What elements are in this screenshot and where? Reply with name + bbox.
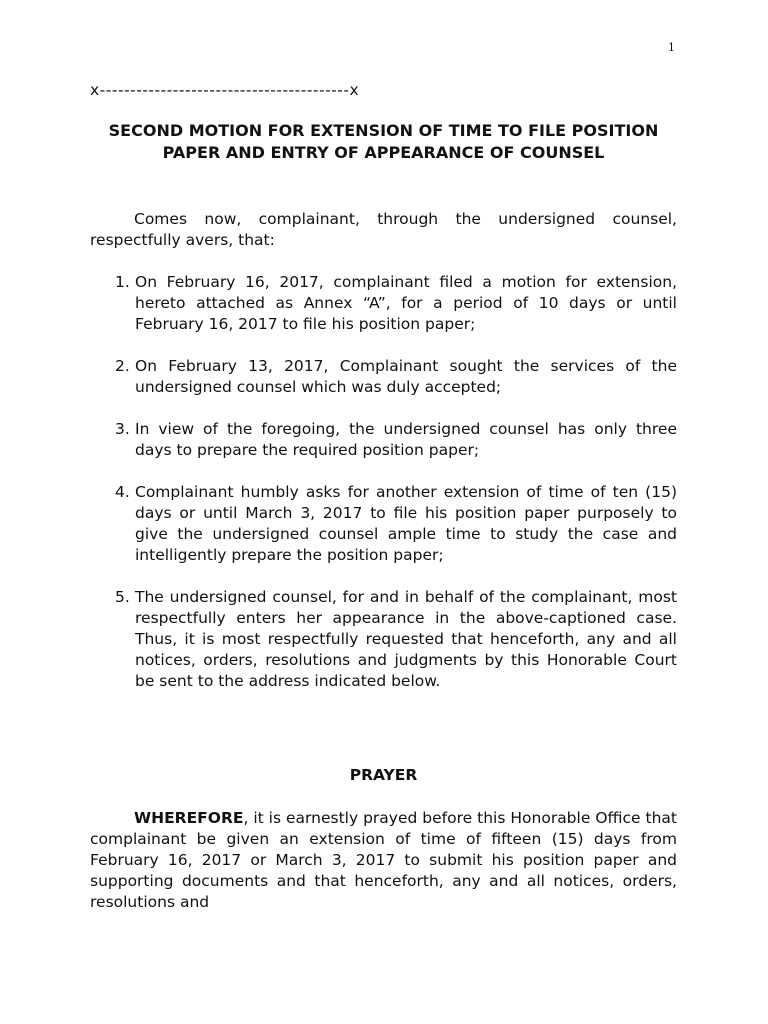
prayer-lead-word: WHEREFORE (134, 809, 244, 827)
allegation-item (90, 587, 677, 692)
item-number: 3. (115, 420, 130, 438)
page-number: 1 (668, 41, 675, 54)
item-text: In view of the foregoing, the undersigned counsel has only three days to prepare the required position paper; (135, 420, 677, 459)
item-text: Complainant humbly asks for another extension of time of ten (15) days or until March 3, 2017 to file his position paper purposely to give the undersigned counsel ample time to study the case and intelligently prepare the position paper; (135, 483, 677, 564)
prayer-paragraph (90, 808, 677, 913)
item-text: On February 16, 2017, complainant filed a motion for extension, hereto attached as Annex “A”, for a period of 10 days or until February 16, 2017 to file his position paper; (135, 273, 677, 333)
allegation-item (90, 272, 677, 335)
item-text: The undersigned counsel, for and in behalf of the complainant, most respectfully enters her appearance in the above-captioned case. Thus, it is most respectfully requested that henceforth, any and all notices, orders, resolutions and judgments by this Honorable Court be sent to the address indicated below. (135, 588, 677, 690)
numbered-allegations (90, 272, 677, 713)
motion-title: SECOND MOTION FOR EXTENSION OF TIME TO FILE POSITION PAPER AND ENTRY OF APPEARANCE OF COUNSEL (108, 121, 659, 162)
intro-paragraph: Comes now, complainant, through the undersigned counsel, respectfully avers, that: (90, 210, 677, 249)
prayer-text: , it is earnestly prayed before this Honorable Office that complainant be given an extension of time of fifteen (15) days from February 16, 2017 or March 3, 2017 to submit his position paper and supporting documents and that henceforth, any and all notices, orders, resolutions and (90, 809, 677, 911)
allegation-item (90, 419, 677, 461)
prayer-heading: PRAYER (349, 766, 418, 784)
allegation-item (90, 356, 677, 398)
item-number: 4. (115, 483, 130, 501)
allegation-item (90, 482, 677, 566)
item-number: 5. (115, 588, 130, 606)
case-caption-divider: x-----------------------------------------x (90, 81, 360, 99)
item-number: 1. (115, 273, 130, 291)
item-number: 2. (115, 357, 130, 375)
item-text: On February 13, 2017, Complainant sought the services of the undersigned counsel which was duly accepted; (135, 357, 677, 396)
